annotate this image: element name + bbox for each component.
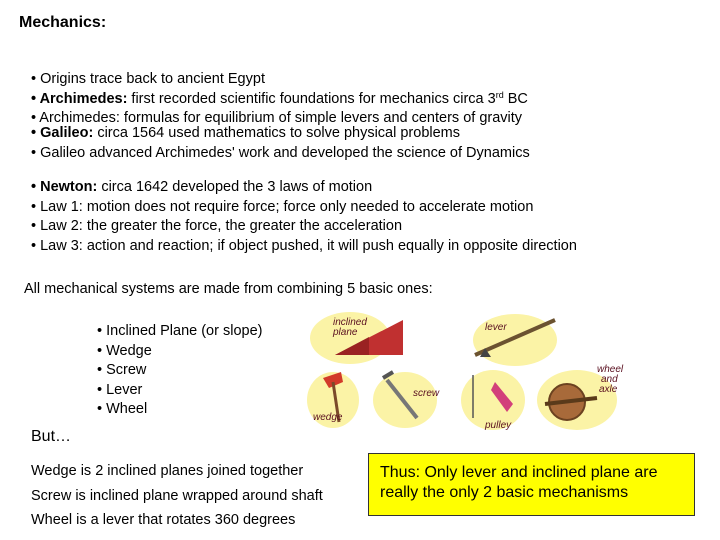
but-heading: But…	[31, 428, 72, 445]
bullet-item: • Galileo advanced Archimedes' work and developed the science of Dynamics	[31, 144, 530, 161]
bullet-item: • Galileo: circa 1564 used mathematics to solve physical problems	[31, 125, 460, 141]
lever-icon	[473, 314, 557, 366]
machine-item: • Screw	[97, 362, 147, 378]
bullet-item: • Archimedes: formulas for equilibrium of simple levers and centers of gravity	[31, 110, 523, 126]
bullet-item: • Newton: circa 1642 developed the 3 laws of motion	[31, 179, 373, 195]
simple-machines-illustration	[305, 300, 635, 435]
illustration-label: axle	[599, 384, 618, 395]
bullet-item: • Origins trace back to ancient Egypt	[31, 71, 265, 87]
illustration-label: lever	[485, 322, 507, 333]
note-item: Screw is inclined plane wrapped around shaft	[31, 487, 323, 504]
page-title: Mechanics:	[19, 14, 107, 31]
bullet-item: • Archimedes: first recorded scientific foundations for mechanics circa 3rd BC	[31, 89, 528, 107]
machine-item: • Inclined Plane (or slope)	[97, 323, 263, 339]
intro-text: All mechanical systems are made from combining 5 basic ones:	[24, 281, 433, 297]
machine-list	[97, 322, 262, 420]
machine-item: • Wheel	[97, 401, 148, 417]
illustration-label: and	[601, 374, 618, 385]
inclined-plane-icon	[310, 312, 403, 364]
machine-item: • Wedge	[97, 342, 152, 359]
screw-icon	[373, 372, 440, 428]
bullet-group-archimedes	[31, 70, 528, 129]
note-item: Wheel is a lever that rotates 360 degrees	[31, 512, 296, 528]
illustration-label: wheel	[597, 364, 624, 375]
bullet-group-galileo	[31, 124, 530, 163]
note-item: Wedge is 2 inclined planes joined together	[31, 463, 304, 479]
machine-item: • Lever	[97, 381, 143, 398]
illustration-label: wedge	[313, 412, 343, 423]
bullet-item: • Law 3: action and reaction; if object pushed, it will push equally in opposite direction	[31, 237, 577, 254]
conclusion-box: Thus: Only lever and inclined plane are really the only 2 basic mechanisms	[368, 453, 695, 516]
illustration-label: plane	[333, 327, 358, 338]
pulley-icon	[461, 370, 525, 431]
bullet-item: • Law 2: the greater the force, the greater the acceleration	[31, 218, 403, 234]
wedge-icon	[307, 372, 359, 428]
bullet-item: • Law 1: motion does not require force; force only needed to accelerate motion	[31, 198, 534, 215]
illustration-label: screw	[413, 388, 440, 399]
illustration-label: pulley	[485, 420, 512, 431]
wheel-and-axle-icon	[537, 364, 624, 430]
notes-list	[31, 459, 323, 533]
illustration-label: inclined	[333, 317, 367, 328]
bullet-group-newton	[31, 178, 577, 256]
